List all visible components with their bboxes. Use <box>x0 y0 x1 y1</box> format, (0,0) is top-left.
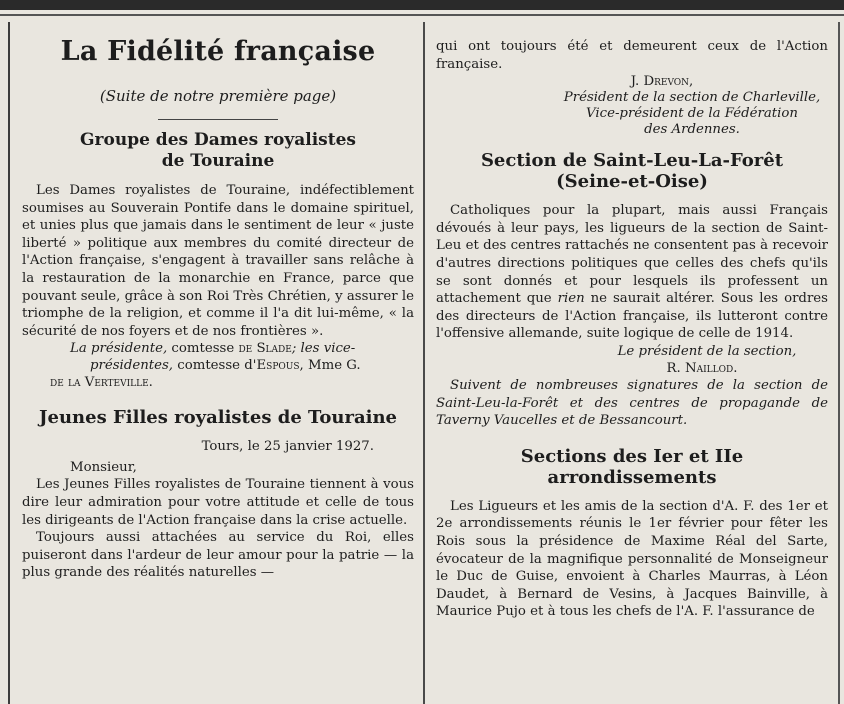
right-column <box>436 38 828 621</box>
section-heading-saintleu <box>436 150 828 192</box>
sig-text: , Mme G. <box>299 358 361 374</box>
signature-line-2 <box>70 357 414 374</box>
sig-label: présidentes, <box>90 358 174 374</box>
arrondissements-paragraph: Les Ligueurs et les amis de la section d'A. F. des 1er et 2e arrondissements réunis le 1er février pour fêter les Rois sous la présidence de Maxime Réal del Sarte, évocateur de la magnifique personnalité de Monseigneur le Duc de Guise, envoient à Charles Maurras, à Léon Daudet, à Bernard de Vesins, à Jacques Bainville, à Maurice Pujo et à tous les chefs de l'A. F. l'assurance de <box>436 498 828 620</box>
dames-paragraph: Les Dames royalistes de Touraine, indéfectiblement soumises au Souverain Pontife dans le domaine spirituel, et unies plus que jamais dans le sentiment de leur « juste liberté » politique aux membres du comité directeur de l'Action française, s'engagent à travailler sans relâche à la restauration de la monarchie en France, parce que pouvant seule, grâce à son Roi Très Chrétien, y assurer le triomphe de la religion, et comme il l'a dit lui-même, « la sécurité de nos foyers et de nos frontières ». <box>22 183 414 339</box>
signer-name: J. Drevon, <box>630 74 694 90</box>
charleville-text: qui ont toujours été et demeurent ceux de l'Action française. <box>436 39 828 72</box>
sig-label: ; les vice- <box>291 341 356 357</box>
role-line-1: Président de la section de Charleville, <box>563 90 821 106</box>
section-heading-dames <box>22 130 414 172</box>
signature-line-1 <box>70 340 414 357</box>
top-border <box>0 0 844 10</box>
saintleu-sig-name: R. Naillod. <box>666 360 738 376</box>
subtitle-rule <box>158 119 278 120</box>
article-subtitle: (Suite de notre première page) <box>99 87 337 105</box>
paragraph-text: Catholiques pour la plupart, mais aussi Français dévoués à leur pays, les ligueurs de la section de Saint-Leu et des centres rattachés ne consentent pas à recevoir d'autres directions politiques que celles des chefs qu'ils se sont donnés et pour lesquels ils professent un attachement que <box>436 203 828 307</box>
left-column-rule <box>8 22 10 704</box>
article-title: La Fidélité française <box>60 36 376 67</box>
role-line-3: des Ardennes. <box>644 122 740 138</box>
role-line-2: Vice-président de la Fédération <box>586 106 798 122</box>
sig-text: comtesse d' <box>173 358 257 374</box>
dames-signatures <box>22 340 414 391</box>
section-heading-arrondissements: Sections des Ier et IIe arrondissements <box>520 445 744 488</box>
signature-line-3: de la Verteville. <box>50 375 153 391</box>
column-divider <box>423 22 425 704</box>
sig-name: Espous <box>256 358 300 374</box>
sig-label: La présidente, <box>70 341 168 357</box>
section-heading-jeunes: Jeunes Filles royalistes de Touraine <box>39 407 397 429</box>
paragraph-text: ne saurait altérer. Sous les ordres des directeurs de l'Action française, ils lutteront contre l'offensive allemande, suite logique de celle de 1914. <box>436 291 828 342</box>
top-border-thin <box>0 14 844 16</box>
sig-name: de Slade <box>238 341 292 357</box>
sig-text: comtesse <box>167 341 239 357</box>
charleville-signer <box>436 73 828 90</box>
saintleu-paragraph <box>436 202 828 343</box>
left-column <box>22 34 414 582</box>
heading-line-1: Groupe des Dames royalistes <box>80 130 356 150</box>
charleville-role <box>436 90 828 138</box>
saintleu-followers: Suivent de nombreuses signatures de la section de Saint-Leu-la-Forêt et des centres de propagande de Taverny Vaucelles et de Bessancourt. <box>436 377 828 429</box>
heading-line-1: Section de Saint-Leu-La-Forêt <box>480 150 784 172</box>
paragraph-emphasis: rien <box>557 291 585 307</box>
jeunes-paragraph-2: Toujours aussi attachées au service du Roi, elles puiseront dans l'ardeur de leur amour pour la patrie — la plus grande des réalités naturelles — <box>22 530 414 581</box>
right-column-rule <box>838 22 840 704</box>
jeunes-paragraph-1: Les Jeunes Filles royalistes de Touraine tiennent à vous dire leur admiration pour votre attitude et celle de tous les dirigeants de l'Action française dans la crise actuelle. <box>22 477 414 528</box>
saintleu-sig-role: Le président de la section, <box>617 343 797 359</box>
heading-line-2: (Seine-et-Oise) <box>556 171 708 193</box>
salutation: Monsieur, <box>70 460 137 476</box>
heading-line-2: de Touraine <box>161 151 275 171</box>
dateline: Tours, le 25 janvier 1927. <box>201 439 374 455</box>
